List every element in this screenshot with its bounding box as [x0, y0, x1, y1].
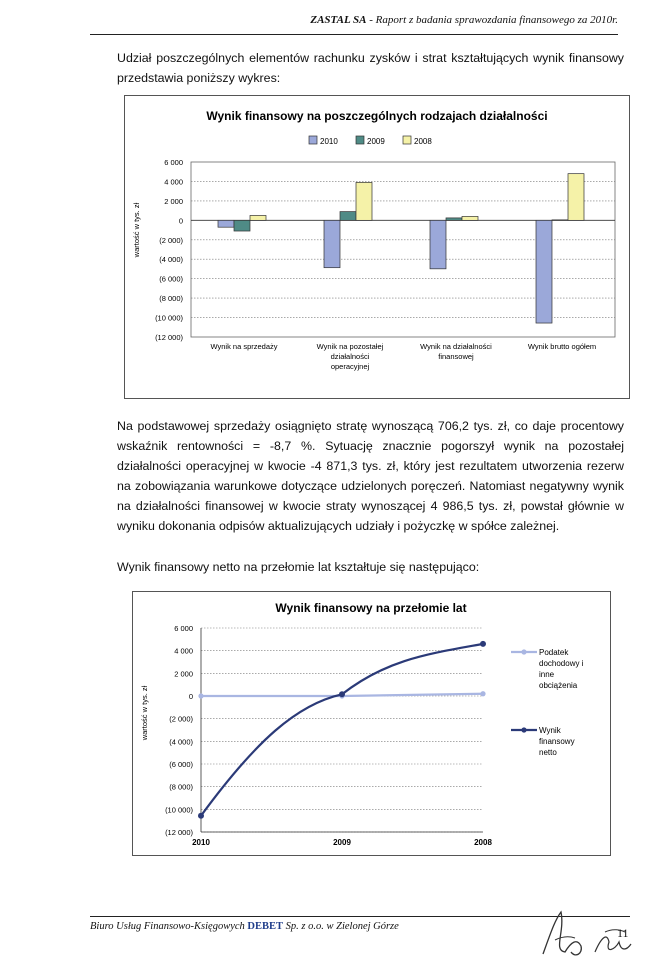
y-tick-label: (12 000) — [155, 333, 183, 342]
y-tick-label: 4 000 — [164, 177, 183, 187]
bar-2010-cat3 — [536, 220, 552, 323]
y-tick-label: (2 000) — [159, 235, 183, 245]
intro-paragraph: Udział poszczególnych elementów rachunku zysków i strat kształtujących wynik finansowy przedstawia poniższy wykres: — [117, 51, 624, 85]
y-tick-label: (4 000) — [169, 737, 193, 747]
bar-2009-cat0 — [234, 220, 250, 231]
series-point-net — [198, 813, 204, 819]
line-chart-box — [132, 591, 611, 856]
net-result-intro: Wynik finansowy netto na przełomie lat kształtuje się następująco: — [117, 560, 480, 574]
legend-swatch-2010 — [309, 136, 317, 144]
series-point-net — [480, 641, 486, 647]
series-point-tax — [198, 693, 203, 698]
legend-label: Wynik — [539, 726, 561, 735]
bar-2008-cat1 — [356, 182, 372, 220]
footer-suffix: Sp. z o.o. w Zielonej Górze — [283, 921, 399, 932]
x-category-label: Wynik brutto ogółem — [527, 342, 597, 351]
page-number: 11 — [617, 926, 629, 940]
y-tick-label: 2 000 — [174, 669, 193, 679]
y-tick-label: 6 000 — [174, 624, 193, 633]
legend-label-2009: 2009 — [367, 137, 385, 146]
x-category-label: finansowej — [438, 352, 474, 361]
series-line-net — [201, 644, 483, 816]
bar-2010-cat1 — [324, 220, 340, 267]
header-company: ZASTAL SA — [310, 14, 367, 26]
analysis-paragraph: Na podstawowej sprzedaży osiągnięto stratę wynoszącą 706,2 tys. zł, co daje procentowy wskaźnik rentowności = -8,7 %. Sytuację znacznie pogorszył wynik na pozostałej działalności operacyjnej w kwocie -4 871,3 tys. zł, który jest rezultatem utworzenia rezerw na zobowiązania warunkowe dotyczące udzielonych poręczeń. Natomiast negatywny wynik na działalności finansowej w kwocie straty wynoszącej 4 986,5 tys. zł, powstał głównie w wyniku dokonania odpisów aktualizujących udziały i pożyczkę w spółce zależnej. — [117, 419, 624, 533]
page-header — [90, 14, 618, 35]
legend-swatch-2008 — [403, 136, 411, 144]
x-tick-label: 2010 — [192, 838, 210, 847]
x-category-label: działalności — [330, 352, 370, 361]
bar-chart — [125, 96, 629, 398]
y-tick-label: (10 000) — [155, 313, 183, 323]
footer-company — [90, 921, 399, 932]
bar-2009-cat2 — [446, 218, 462, 220]
x-tick-label: 2009 — [333, 838, 351, 847]
y-tick-label: 0 — [178, 216, 183, 226]
y-tick-label: (8 000) — [159, 294, 183, 304]
legend-label: finansowy — [539, 737, 575, 746]
bar-2009-cat1 — [340, 212, 356, 221]
legend-label-2010: 2010 — [320, 137, 338, 146]
bar-chart-title: Wynik finansowy na poszczególnych rodzajach działalności — [206, 109, 548, 123]
series-point-net — [339, 691, 345, 697]
line-chart — [133, 592, 610, 855]
bar-2008-cat2 — [462, 216, 478, 220]
y-tick-label: (12 000) — [165, 828, 193, 837]
y-tick-label: 6 000 — [164, 158, 183, 167]
y-tick-label: 0 — [188, 692, 193, 701]
y-tick-label: (4 000) — [159, 255, 183, 265]
y-tick-label: (6 000) — [169, 760, 193, 769]
header-subtitle: - Raport z badania sprawozdania finansowego za 2010r. — [366, 14, 618, 26]
y-axis-label: wartość w tys. zł — [140, 685, 149, 741]
legend-swatch-2009 — [356, 136, 364, 144]
x-category-label: Wynik na działalności — [420, 342, 492, 351]
legend-label: netto — [539, 748, 557, 757]
legend-label: inne — [539, 670, 555, 679]
footer-brand: DEBET — [247, 921, 284, 932]
y-tick-label: (10 000) — [165, 805, 193, 815]
legend-label: dochodowy i — [539, 659, 584, 668]
bar-chart-box — [124, 95, 630, 399]
y-tick-label: 2 000 — [164, 196, 183, 206]
bar-2008-cat3 — [568, 174, 584, 221]
line-chart-title: Wynik finansowy na przełomie lat — [275, 601, 467, 615]
y-tick-label: (6 000) — [159, 274, 183, 284]
bar-2009-cat3 — [552, 220, 568, 221]
bar-2008-cat0 — [250, 215, 266, 220]
bar-2010-cat0 — [218, 220, 234, 227]
legend-label: Podatek — [539, 648, 569, 657]
bar-2010-cat2 — [430, 220, 446, 268]
y-tick-label: 4 000 — [174, 646, 193, 656]
series-point-tax — [480, 691, 485, 696]
x-category-label: operacyjnej — [330, 362, 370, 371]
legend-label: obciążenia — [539, 681, 578, 690]
y-axis-label: wartość w tys. zł — [132, 202, 141, 258]
footer-prefix: Biuro Usług Finansowo-Księgowych — [90, 921, 248, 932]
legend-marker-0 — [521, 649, 526, 654]
x-category-label: Wynik na pozostałej — [316, 342, 384, 351]
x-category-label: Wynik na sprzedaży — [210, 342, 278, 351]
legend-label-2008: 2008 — [414, 137, 432, 146]
y-tick-label: (8 000) — [169, 782, 193, 792]
x-tick-label: 2008 — [474, 838, 492, 847]
legend-marker-1 — [521, 727, 526, 732]
y-tick-label: (2 000) — [169, 714, 193, 724]
